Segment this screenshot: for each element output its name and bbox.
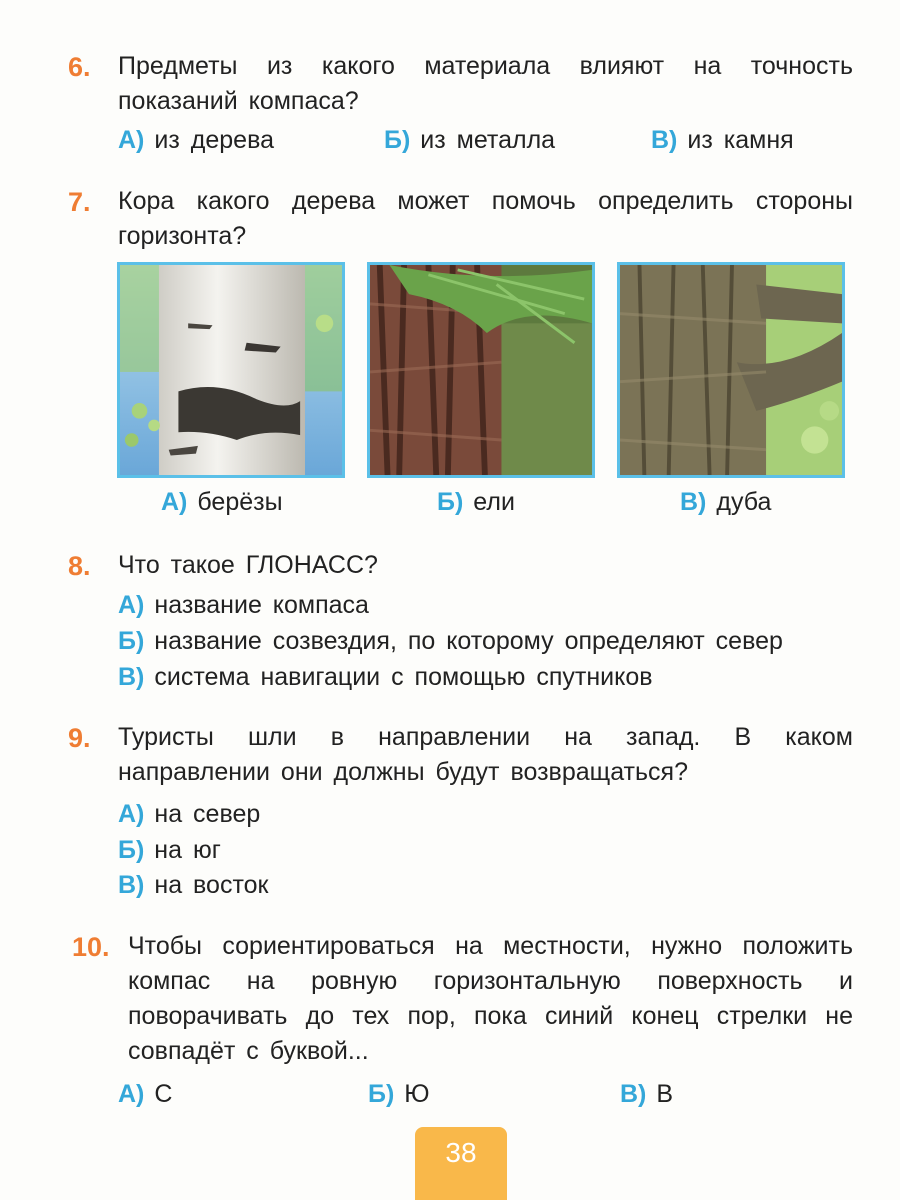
option-c[interactable] [620,1080,673,1109]
oak-bark-photo[interactable] [617,262,845,478]
option-letter: Б) [118,627,145,655]
option-text: ели [473,488,515,516]
option-letter: В) [620,1080,647,1108]
option-letter: А) [118,591,145,619]
option-a[interactable] [118,1080,172,1109]
question-number: 8. [68,551,91,581]
option-text: на восток [154,871,269,899]
option-text: С [154,1080,173,1108]
option-c[interactable] [118,871,268,900]
option-letter: А) [118,126,145,154]
option-letter: А) [118,800,145,828]
option-b[interactable] [368,1080,430,1109]
option-text: на юг [154,836,221,864]
option-letter: Б) [368,1080,395,1108]
option-letter: А) [118,1080,145,1108]
spruce-bark-photo[interactable] [367,262,595,478]
option-text: название созвездия, по которому определяют север [154,627,783,655]
question-number: 7. [68,187,91,217]
option-b[interactable] [384,126,555,155]
page-number: 38 [415,1127,507,1200]
option-letter: В) [680,488,707,516]
option-text: дуба [716,488,772,516]
option-a[interactable] [161,488,283,517]
option-letter: В) [651,126,678,154]
question-number: 6. [68,52,91,82]
option-a[interactable] [118,591,369,620]
question-number: 10. [72,932,110,962]
option-b[interactable] [118,836,221,865]
option-letter: А) [161,488,188,516]
option-letter: Б) [384,126,411,154]
option-letter: Б) [437,488,464,516]
option-b[interactable] [437,488,515,517]
option-c[interactable] [680,488,771,517]
option-c[interactable] [118,663,653,692]
question-text: Кора какого дерева может помочь определить стороны горизонта? [118,187,853,250]
option-c[interactable] [651,126,794,155]
birch-bark-photo[interactable] [117,262,345,478]
question-text: Что такое ГЛОНАСС? [118,551,378,579]
option-letter: В) [118,871,145,899]
option-letter: Б) [118,836,145,864]
question-text: Туристы шли в направлении на запад. В каком направлении они должны будут возвращаться? [118,723,853,786]
option-text: система навигации с помощью спутников [154,663,653,691]
option-b[interactable] [118,627,783,656]
question-number: 9. [68,723,91,753]
option-letter: В) [118,663,145,691]
option-text: Ю [404,1080,430,1108]
option-a[interactable] [118,800,260,829]
question-text: Чтобы сориентироваться на местности, нужно положить компас на ровную горизонтальную поверхность и поворачивать до тех пор, пока синий конец стрелки не совпадёт с буквой... [128,932,853,1065]
option-a[interactable] [118,126,274,155]
option-text: из дерева [154,126,274,154]
option-text: из металла [420,126,556,154]
option-text: на север [154,800,261,828]
question-text: Предметы из какого материала влияют на точность показаний компаса? [118,52,853,115]
option-text: из камня [687,126,794,154]
option-text: берёзы [197,488,283,516]
option-text: В [656,1080,674,1108]
option-text: название компаса [154,591,369,619]
